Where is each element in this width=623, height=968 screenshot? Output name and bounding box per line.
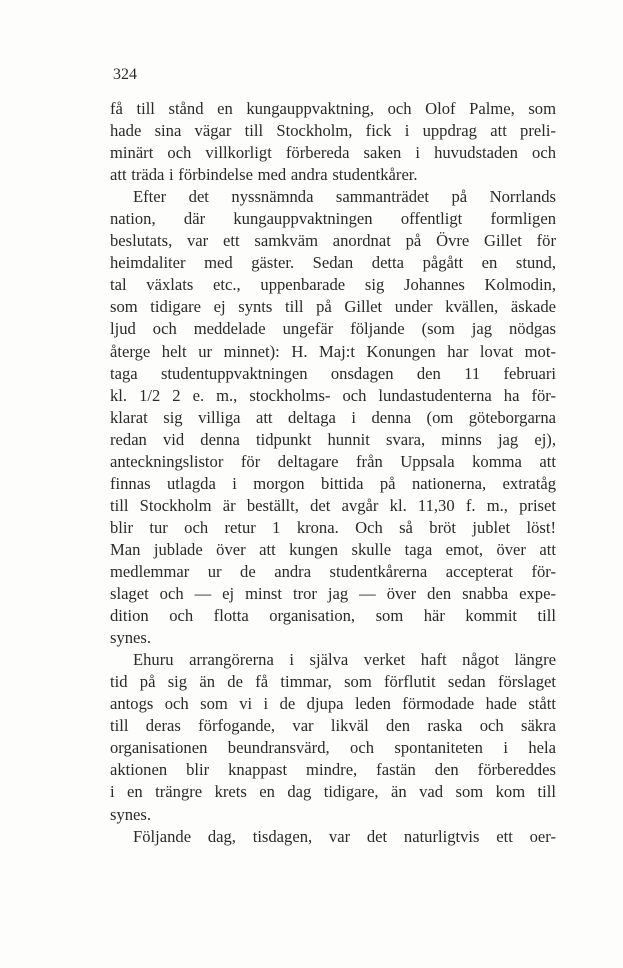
text-line: medlemmar ur de andra studentkårerna accepterat för-	[110, 561, 556, 581]
text-line: Ehuru arrangörerna i själva verket haft något längre	[133, 650, 556, 670]
text-line: nation, där kungauppvaktningen offentligt formligen	[110, 209, 556, 229]
text-line: hade sina vägar till Stockholm, fick i uppdrag att preli-	[110, 121, 556, 141]
text-line: minärt och villkorligt förbereda saken i huvudstaden och	[110, 143, 556, 163]
text-line: tid på sig än de få timmar, som förflutit sedan förslaget	[110, 672, 556, 692]
text-line: anteckningslistor för deltagare från Uppsala komma att	[110, 451, 556, 471]
text-line: beslutats, var ett samkväm anordnat på Övre Gillet för	[110, 231, 556, 251]
text-line: återge helt ur minnet): H. Maj:t Konungen har lovat mot-	[110, 341, 556, 361]
text-line: dition och flotta organisation, som här kommit till	[110, 606, 556, 626]
text-line: redan vid denna tidpunkt hunnit svara, minns jag ej),	[110, 429, 556, 449]
text-line: aktionen blir knappast mindre, fastän den förbereddes	[110, 760, 556, 780]
text-line: att träda i förbindelse med andra studentkårer.	[110, 165, 418, 185]
text-line: taga studentuppvaktningen onsdagen den 11 februari	[110, 363, 556, 383]
text-line: organisationen beundransvärd, och spontaniteten i hela	[110, 738, 556, 758]
text-line: synes.	[110, 804, 152, 824]
text-line: finnas utlagda i morgon bittida på nationerna, extratåg	[110, 473, 556, 493]
text-line: Efter det nyssnämnda sammanträdet på Norrlands	[133, 187, 556, 207]
text-line: till Stockholm är beställt, det avgår kl. 11,30 f. m., priset	[110, 495, 556, 515]
text-line: som tidigare ej synts till på Gillet under kvällen, äskade	[110, 297, 556, 317]
text-line: i en trängre krets en dag tidigare, än vad som kom till	[110, 782, 556, 802]
text-line: blir tur och retur 1 krona. Och så bröt jublet löst!	[110, 517, 556, 537]
text-line: synes.	[110, 628, 152, 648]
text-line: Man jublade över att kungen skulle taga emot, över att	[110, 539, 556, 559]
text-line: slaget och — ej minst tror jag — över den snabba expe-	[110, 584, 556, 604]
text-line: klarat sig villiga att deltaga i denna (om göteborgarna	[110, 407, 556, 427]
text-line: ljud och meddelade ungefär följande (som jag nödgas	[110, 319, 556, 339]
text-line: kl. 1/2 2 e. m., stockholms- och lundastudenterna ha för-	[110, 385, 556, 405]
text-line: till deras förfogande, var likväl den raska och säkra	[110, 716, 556, 736]
body-text	[110, 98, 556, 848]
text-line: få till stånd en kungauppvaktning, och Olof Palme, som	[110, 99, 556, 118]
text-line: antogs och som vi i de djupa leden förmodade hade stått	[110, 694, 556, 714]
text-line: tal växlats etc., uppenbarade sig Johannes Kolmodin,	[110, 275, 556, 295]
text-line: heimdaliter med gäster. Sedan detta pågått en stund,	[110, 253, 556, 273]
page-number: 324	[113, 66, 137, 83]
text-line: Följande dag, tisdagen, var det naturligtvis ett oer-	[133, 826, 556, 846]
